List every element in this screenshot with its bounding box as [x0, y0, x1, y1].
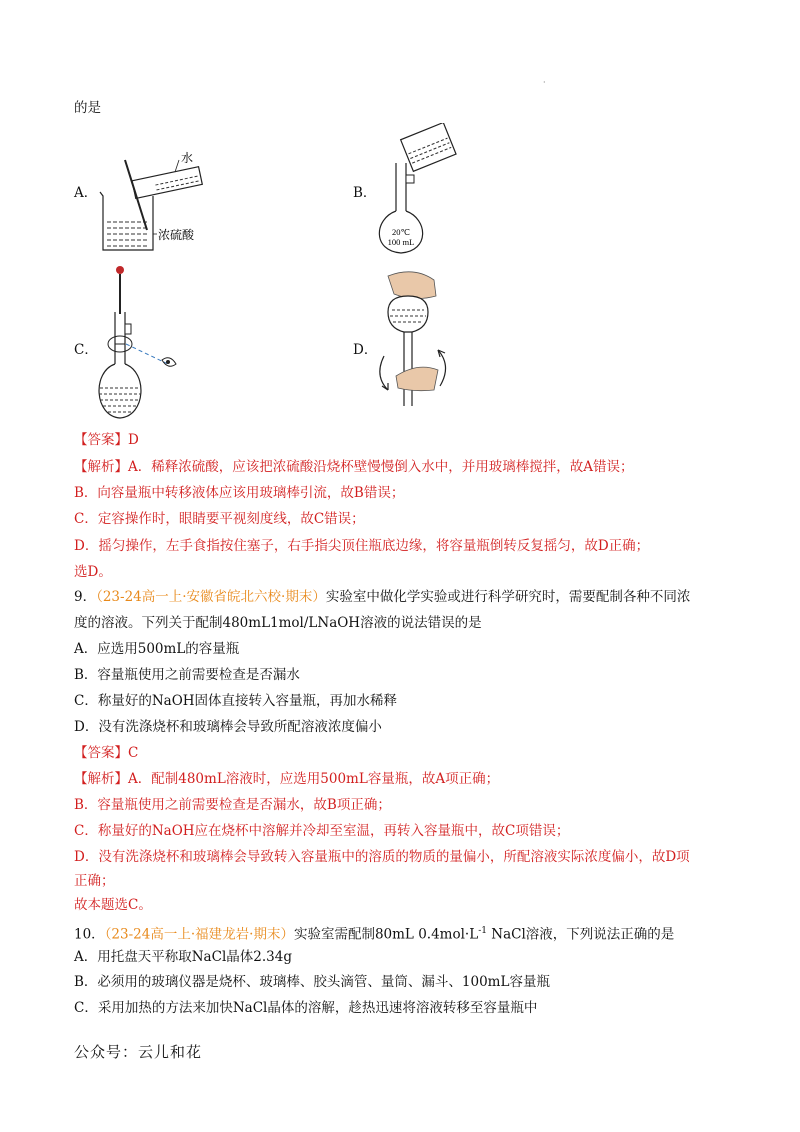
q9-conclusion: 故本题选C。 [74, 897, 152, 913]
stray-dot: · [543, 78, 546, 87]
q8-analysis-line-1: 【解析】A．稀释浓硫酸，应该把浓硫酸沿烧杯壁慢慢倒入水中，并用玻璃棒搅拌，故A错误； [74, 459, 634, 475]
q8-conclusion: 选D。 [74, 564, 112, 580]
figure-d-shaking [374, 266, 454, 416]
option-a-label: A． [74, 185, 98, 201]
q9-stem-line-1: 9．（23-24高一上·安徽省皖北六校·期末）实验室中做化学实验或进行科学研究时，需要配制各种不同浓 [74, 589, 691, 605]
q9-stem-line-2: 度的溶液。下列关于配制480mL1mol/LNaOH溶液的说法错误的是 [74, 615, 482, 631]
q9-analysis-line-2: B．容量瓶使用之前需要检查是否漏水，故B项正确； [74, 797, 391, 813]
q9-analysis-line-1: 【解析】A．配制480mL溶液时，应选用500mL容量瓶，故A项正确； [74, 771, 500, 787]
q8-analysis-line-2: B．向容量瓶中转移液体应该用玻璃棒引流，故B错误； [74, 485, 405, 501]
water-label: 水 [181, 151, 194, 165]
flask-volume: 100 mL [387, 237, 415, 247]
q10-option-a: A．用托盘天平称取NaCl晶体2.34g [74, 949, 292, 965]
q10-option-b: B．必须用的玻璃仪器是烧杯、玻璃棒、胶头滴管、量筒、漏斗、100mL容量瓶 [74, 974, 550, 990]
q9-analysis-line-3: C．称量好的NaOH应在烧杯中溶解并冷却至室温，再转入容量瓶中，故C项错误； [74, 823, 570, 839]
q9-answer: 【答案】C [74, 745, 139, 761]
figure-c-fixing-volume [96, 264, 206, 424]
q9-option-b: B．容量瓶使用之前需要检查是否漏水 [74, 667, 300, 683]
q8-analysis-line-3: C．定容操作时，眼睛要平视刻度线，故C错误； [74, 511, 365, 527]
q9-analysis-line-4: D．没有洗涤烧杯和玻璃棒会导致转入容量瓶中的溶质的物质的量偏小，所配溶液实际浓度偏小，故D项 [74, 849, 690, 865]
figure-a-dilution [95, 150, 265, 260]
q9-analysis-line-5: 正确； [74, 873, 115, 889]
footer-account: 公众号：云儿和花 [74, 1043, 203, 1061]
acid-label: 浓硫酸 [158, 228, 195, 242]
q9-option-d: D．没有洗涤烧杯和玻璃棒会导致所配溶液浓度偏小 [74, 719, 382, 735]
option-b-label: B． [353, 185, 377, 201]
question-continuation: 的是 [74, 100, 101, 116]
q9-option-a: A．应选用500mL的容量瓶 [74, 641, 240, 657]
q8-answer: 【答案】D [74, 432, 139, 448]
q9-option-c: C．称量好的NaOH固体直接转入容量瓶，再加水稀释 [74, 693, 398, 709]
option-d-label: D． [353, 342, 378, 358]
q8-analysis-line-4: D．摇匀操作，左手食指按住塞子，右手指尖顶住瓶底边缘，将容量瓶倒转反复摇匀，故D正确； [74, 538, 650, 554]
q10-option-c: C．采用加热的方法来加快NaCl晶体的溶解，趁热迅速将溶液转移至容量瓶中 [74, 1000, 538, 1016]
flask-temp: 20℃ [391, 227, 411, 237]
q10-source: （23-24高一上·福建龙岩·期末） [104, 926, 294, 943]
option-c-label: C． [74, 342, 98, 358]
q10-stem: 10．（23-24高一上·福建龙岩·期末）实验室需配制80mL $0.4mol\cdot L^{-1}$ NaCl溶液，下列说法正确的是 [74, 926, 675, 943]
q9-source: （23-24高一上·安徽省皖北六校·期末） [96, 589, 326, 605]
figure-b-transfer [370, 123, 470, 258]
